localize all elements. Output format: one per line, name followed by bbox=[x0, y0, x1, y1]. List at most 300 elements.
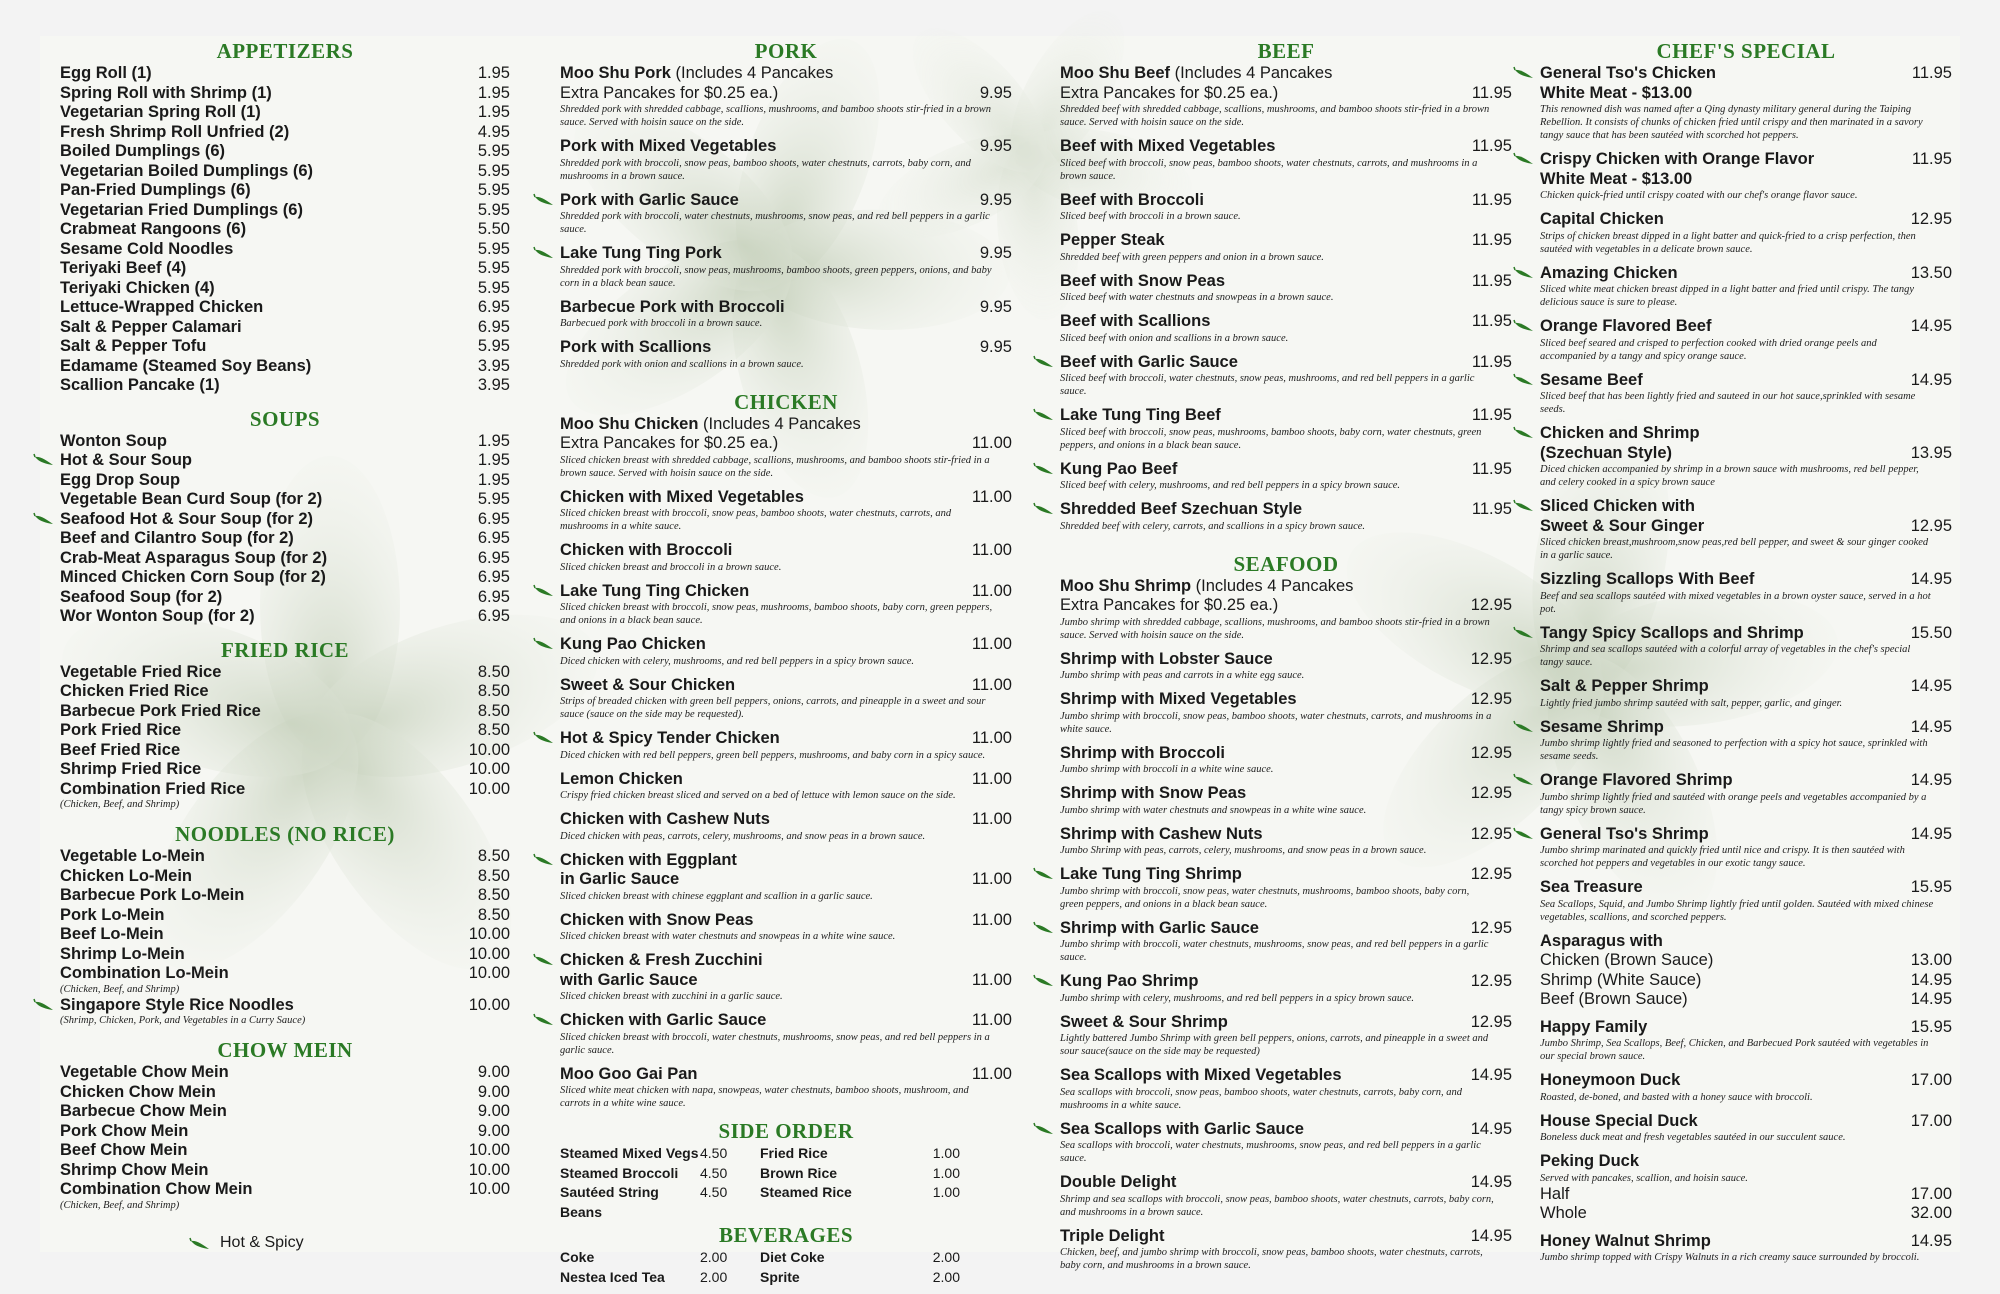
item-description: Strips of chicken breast dipped in a light batter and quick-fried to a crisp perfection, then sautéed with vegetables in a delicate brown sauce. bbox=[1540, 230, 1916, 255]
option-price: 14.95 bbox=[1910, 990, 1952, 1008]
soups-list bbox=[60, 432, 510, 627]
item-name: Beef with Mixed Vegetables bbox=[1060, 137, 1276, 155]
item-description: Jumbo shrimp lightly fried and sautéed with orange peels and vegetables accompanied by a tangy spicy brown sauce. bbox=[1540, 791, 1927, 816]
right-price: 1.00 bbox=[932, 1145, 960, 1161]
item-description: Shredded pork with broccoli, snow peas, mushrooms, bamboo shoots, green peppers, onions, and baby corn in a black bean sauce. bbox=[560, 264, 992, 289]
option-row bbox=[1540, 1185, 1952, 1205]
item-name: Shrimp with Lobster Sauce bbox=[1060, 649, 1273, 668]
option-name: Shrimp (White Sauce) bbox=[1540, 970, 1702, 989]
item-description: Jumbo shrimp marinated and quickly fried until nice and crispy. It is then sautéed with scorched hot peppers and vegetables in our exotic tangy sauce. bbox=[1540, 845, 1905, 869]
item-description: Shredded pork with onion and scallions in a brown sauce. bbox=[560, 358, 804, 370]
item-price: 1.95 bbox=[477, 431, 510, 450]
item-description: Sliced chicken breast,mushroom,snow peas,red bell pepper, and sweet & sour ginger cooked in a garlic sauce. bbox=[1540, 537, 1929, 561]
item-price: 15.95 bbox=[1910, 878, 1952, 896]
item-row bbox=[60, 103, 510, 123]
two-col-row bbox=[560, 1248, 1012, 1268]
right-name: Brown Rice bbox=[760, 1164, 838, 1181]
item-row bbox=[60, 279, 510, 299]
item-price: 10.00 bbox=[468, 1160, 510, 1179]
item-name: Teriyaki Chicken (4) bbox=[60, 278, 215, 297]
right-price: 2.00 bbox=[932, 1268, 960, 1285]
item-name: Vegetable Bean Curd Soup (for 2) bbox=[60, 490, 323, 508]
pepper-icon bbox=[1514, 67, 1534, 79]
menu-item bbox=[60, 1141, 510, 1161]
menu-item bbox=[1060, 1227, 1512, 1273]
item-row bbox=[560, 137, 1012, 157]
item-name: Crab-Meat Asparagus Soup (for 2) bbox=[60, 548, 328, 567]
item-row bbox=[560, 911, 1012, 931]
option-name: Half bbox=[1540, 1184, 1570, 1203]
item-description: Served with pancakes, scallion, and hoisin sauce. bbox=[1540, 1172, 1748, 1184]
menu-item bbox=[60, 1063, 510, 1083]
beef-list bbox=[1060, 64, 1512, 533]
item-row bbox=[60, 886, 510, 906]
pepper-icon bbox=[1514, 374, 1534, 386]
item-name: Boiled Dumplings (6) bbox=[60, 142, 225, 160]
item-name: Tangy Spicy Scallops and Shrimp bbox=[1540, 623, 1804, 642]
item-price: 11.00 bbox=[971, 910, 1012, 929]
item-price: 8.50 bbox=[477, 905, 510, 924]
item-name-note: (Includes 4 Pancakes bbox=[1191, 576, 1354, 595]
item-name: Chicken Chow Mein bbox=[60, 1082, 216, 1101]
item-name: Shrimp with Garlic Sauce bbox=[1060, 918, 1259, 937]
item-price: 11.00 bbox=[971, 675, 1012, 694]
item-price: 8.50 bbox=[477, 886, 510, 904]
item-price: 14.95 bbox=[1910, 771, 1952, 789]
item-row-2 bbox=[1540, 444, 1952, 464]
item-row bbox=[60, 867, 510, 887]
menu-sheet bbox=[40, 36, 1960, 1285]
menu-item bbox=[1540, 624, 1952, 670]
menu-item bbox=[1540, 64, 1952, 142]
item-name: Lemon Chicken bbox=[560, 769, 683, 788]
item-price: 10.00 bbox=[468, 964, 510, 982]
pepper-icon bbox=[1514, 500, 1534, 512]
menu-item bbox=[1060, 231, 1512, 264]
option-name: Chicken (Brown Sauce) bbox=[1540, 951, 1714, 969]
menu-item bbox=[1060, 312, 1512, 345]
item-price: 11.00 bbox=[971, 810, 1012, 828]
item-price: 12.95 bbox=[1470, 824, 1512, 843]
item-price: 12.95 bbox=[1470, 649, 1512, 668]
item-name: Scallion Pancake (1) bbox=[60, 376, 220, 394]
item-price: 11.95 bbox=[1911, 64, 1952, 82]
pepper-icon bbox=[1034, 356, 1054, 368]
section-title-chicken: CHICKEN bbox=[734, 389, 838, 414]
section-title-beverages: BEVERAGES bbox=[718, 1223, 854, 1247]
item-row bbox=[60, 702, 510, 722]
item-price: 6.95 bbox=[477, 509, 510, 528]
item-name: Double Delight bbox=[1060, 1173, 1177, 1191]
item-description: Sea scallops with broccoli, water chestnuts, mushrooms, snow peas, and red bell peppers in a garlic sauce. bbox=[1060, 1140, 1481, 1164]
menu-item bbox=[60, 103, 510, 123]
legend-label: Hot & Spicy bbox=[220, 1233, 304, 1251]
item-name: Kung Pao Shrimp bbox=[1060, 972, 1199, 990]
item-row bbox=[60, 64, 510, 84]
item-row bbox=[60, 123, 510, 143]
item-name: Egg Roll (1) bbox=[60, 64, 152, 82]
item-row bbox=[60, 84, 510, 104]
noodles-list bbox=[60, 847, 510, 1027]
item-name: Beef with Snow Peas bbox=[1060, 271, 1226, 290]
item-price: 9.95 bbox=[979, 297, 1012, 316]
menu-item bbox=[560, 298, 1012, 331]
item-description: Diced chicken with celery, mushrooms, and red bell peppers in a spicy brown sauce. bbox=[560, 655, 915, 667]
item-name-line2: Extra Pancakes for $0.25 ea.) bbox=[1060, 596, 1279, 614]
right-name: Steamed Rice bbox=[760, 1184, 852, 1200]
menu-item bbox=[560, 810, 1012, 843]
pepper-icon bbox=[34, 513, 54, 525]
section-title-pork: PORK bbox=[754, 39, 818, 63]
item-name: Moo Shu Pork bbox=[560, 64, 671, 82]
left-name: Steamed Mixed Vegs bbox=[560, 1145, 699, 1161]
menu-item bbox=[60, 142, 510, 162]
item-price: 9.00 bbox=[477, 1082, 510, 1101]
item-name-note: (Includes 4 Pancakes bbox=[1170, 64, 1333, 82]
item-note: (Shrimp, Chicken, Pork, and Vegetables in a Curry Sauce) bbox=[60, 1015, 306, 1026]
menu-item bbox=[60, 1122, 510, 1142]
item-name: Barbecue Pork Lo-Mein bbox=[60, 886, 245, 904]
item-name-line2: White Meat - $13.00 bbox=[1540, 169, 1693, 188]
option-price: 14.95 bbox=[1910, 970, 1952, 989]
item-description: Shrimp and sea scallops sautéed with a colorful array of vegetables in the chef's special tangy sauce. bbox=[1540, 644, 1911, 668]
item-row bbox=[60, 964, 510, 984]
item-name: Hot & Sour Soup bbox=[60, 451, 192, 469]
item-row bbox=[60, 682, 510, 702]
menu-item bbox=[1540, 371, 1952, 417]
item-price: 11.95 bbox=[1471, 190, 1512, 209]
menu-item bbox=[60, 886, 510, 906]
item-price: 12.95 bbox=[1470, 784, 1512, 802]
item-row bbox=[60, 996, 510, 1016]
item-name: Combination Lo-Mein bbox=[60, 964, 229, 982]
item-row bbox=[1060, 231, 1512, 251]
pepper-icon bbox=[1514, 721, 1534, 733]
item-price: 9.95 bbox=[979, 338, 1012, 356]
item-price: 11.95 bbox=[1911, 150, 1952, 168]
item-price: 14.95 bbox=[1470, 1066, 1512, 1084]
item-price: 11.95 bbox=[1471, 312, 1512, 330]
item-price: 12.95 bbox=[1470, 865, 1512, 883]
column-2 bbox=[560, 38, 1012, 1287]
item-row bbox=[560, 951, 1012, 971]
item-name: Sea Treasure bbox=[1540, 878, 1643, 896]
right-price: 1.00 bbox=[932, 1164, 960, 1181]
item-row bbox=[1540, 371, 1952, 391]
item-price: 1.95 bbox=[477, 451, 510, 469]
item-name-line2: Sweet & Sour Ginger bbox=[1540, 516, 1705, 535]
menu-item bbox=[60, 123, 510, 143]
item-name: Orange Flavored Shrimp bbox=[1540, 771, 1733, 789]
item-price: 9.95 bbox=[979, 190, 1012, 209]
item-name: Shrimp Lo-Mein bbox=[60, 944, 185, 963]
item-description: Sliced beef that has been lightly fried and sauteed in our hot sauce,sprinkled with sesame seeds. bbox=[1540, 391, 1916, 415]
item-row bbox=[1540, 624, 1952, 644]
menu-item bbox=[1060, 690, 1512, 736]
pepper-icon bbox=[1034, 409, 1054, 421]
item-description: Jumbo shrimp with broccoli, snow peas, water chestnuts, mushrooms, bamboo shoots, baby corn, green peppers, and onions in a black bean sauce. bbox=[1060, 885, 1470, 910]
item-row bbox=[1540, 1018, 1952, 1038]
item-name: House Special Duck bbox=[1540, 1111, 1698, 1130]
menu-item bbox=[60, 529, 510, 549]
item-description: Jumbo shrimp with broccoli, snow peas, bamboo shoots, water chestnuts, carrots, and mushrooms in a white sauce. bbox=[1060, 710, 1492, 735]
item-price: 12.95 bbox=[1470, 1012, 1512, 1031]
item-price: 6.95 bbox=[477, 587, 510, 606]
item-description: Jumbo shrimp with peas and carrots in a white egg sauce. bbox=[1060, 670, 1305, 681]
menu-item bbox=[60, 760, 510, 780]
item-name: Chicken with Broccoli bbox=[560, 541, 733, 559]
item-name: Pork Fried Rice bbox=[60, 721, 182, 739]
item-name: Chicken Fried Rice bbox=[60, 682, 209, 700]
item-price: 13.50 bbox=[1910, 263, 1952, 282]
item-price: 14.95 bbox=[1910, 677, 1952, 695]
item-name: Beef and Cilantro Soup (for 2) bbox=[60, 529, 294, 547]
item-description: Sliced beef with broccoli in a brown sauce. bbox=[1060, 211, 1241, 222]
section-title-side-order: SIDE ORDER bbox=[718, 1119, 854, 1143]
item-row bbox=[560, 810, 1012, 830]
item-row bbox=[1060, 64, 1512, 84]
item-price: 11.95 bbox=[1471, 459, 1512, 478]
item-name: Chicken with Cashew Nuts bbox=[560, 810, 770, 828]
menu-item bbox=[60, 1083, 510, 1103]
item-name: Shredded Beef Szechuan Style bbox=[1060, 500, 1303, 518]
menu-item bbox=[1060, 1066, 1512, 1112]
option-row bbox=[1540, 990, 1952, 1010]
item-name: Crabmeat Rangoons (6) bbox=[60, 220, 247, 238]
item-price: 1.95 bbox=[477, 64, 510, 82]
item-row-2 bbox=[560, 434, 1012, 454]
fried-rice-list bbox=[60, 663, 510, 812]
item-price: 8.50 bbox=[477, 847, 510, 865]
item-description: Shrimp and sea scallops with broccoli, snow peas, bamboo shoots, water chestnuts, carrots, baby corn, and mushrooms in a brown sauce. bbox=[1060, 1193, 1494, 1218]
item-price: 14.95 bbox=[1910, 717, 1952, 736]
pepper-icon bbox=[1514, 267, 1534, 279]
item-row bbox=[1540, 317, 1952, 337]
item-row bbox=[560, 582, 1012, 602]
item-name: Shrimp Fried Rice bbox=[60, 760, 202, 778]
item-price: 12.95 bbox=[1470, 690, 1512, 708]
item-description: Jumbo shrimp topped with Crispy Walnuts in a rich creamy sauce surrounded by broccoli. bbox=[1540, 1252, 1920, 1263]
item-row bbox=[60, 925, 510, 945]
item-name: Kung Pao Chicken bbox=[560, 635, 706, 653]
item-row bbox=[1540, 210, 1952, 230]
menu-item bbox=[1060, 272, 1512, 305]
item-price: 11.95 bbox=[1471, 137, 1512, 155]
item-price: 14.95 bbox=[1910, 1231, 1952, 1250]
item-price: 12.95 bbox=[1470, 743, 1512, 762]
item-row bbox=[1540, 150, 1952, 170]
item-row bbox=[1540, 264, 1952, 284]
menu-item bbox=[1060, 1120, 1512, 1166]
pepper-icon bbox=[1514, 828, 1534, 840]
item-description: Roasted, de-boned, and basted with a honey sauce with broccoli. bbox=[1540, 1091, 1813, 1103]
item-price: 11.95 bbox=[1471, 83, 1512, 102]
menu-item bbox=[560, 137, 1012, 183]
item-row bbox=[60, 259, 510, 279]
menu-item bbox=[60, 279, 510, 299]
asparagus-item bbox=[1540, 932, 1952, 1010]
menu-item bbox=[1540, 677, 1952, 710]
item-price: 10.00 bbox=[468, 995, 510, 1014]
item-row bbox=[60, 1161, 510, 1181]
item-row bbox=[560, 729, 1012, 749]
item-price: 11.00 bbox=[971, 1011, 1012, 1029]
item-price: 11.00 bbox=[971, 487, 1012, 506]
item-row bbox=[560, 635, 1012, 655]
section-title-chow-mein: CHOW MEIN bbox=[217, 1038, 353, 1062]
item-price: 10.00 bbox=[468, 779, 510, 798]
item-row bbox=[560, 488, 1012, 508]
menu-item bbox=[560, 244, 1012, 290]
item-row bbox=[1060, 784, 1512, 804]
item-name: Teriyaki Beef (4) bbox=[60, 259, 187, 277]
item-description: Jumbo Shrimp, Sea Scallops, Beef, Chicken, and Barbecued Pork sautéed with vegetables in our special brown sauce. bbox=[1540, 1038, 1929, 1062]
menu-item bbox=[560, 729, 1012, 762]
item-name: Chicken Lo-Mein bbox=[60, 866, 193, 885]
column-3 bbox=[1060, 38, 1512, 1280]
item-name: Sesame Cold Noodles bbox=[60, 239, 234, 258]
item-name: Minced Chicken Corn Soup (for 2) bbox=[60, 568, 326, 586]
item-row bbox=[60, 906, 510, 926]
item-name-note: (Includes 4 Pancakes bbox=[698, 414, 861, 433]
item-name: Vegetable Chow Mein bbox=[60, 1063, 229, 1081]
menu-item bbox=[1060, 744, 1512, 777]
right-name: Diet Coke bbox=[760, 1249, 825, 1265]
item-row bbox=[60, 945, 510, 965]
item-price: 12.95 bbox=[1470, 972, 1512, 990]
item-price: 6.95 bbox=[477, 298, 510, 316]
item-row bbox=[1060, 312, 1512, 332]
chow-mein-list bbox=[60, 1063, 510, 1212]
menu-item bbox=[60, 240, 510, 260]
item-description: Shredded pork with broccoli, snow peas, bamboo shoots, water chestnuts, carrots, baby corn, and mushrooms in a brown sauce. bbox=[560, 157, 971, 182]
item-name: Beef with Garlic Sauce bbox=[1060, 352, 1238, 371]
item-row bbox=[560, 415, 1012, 435]
item-description: Sliced chicken breast with broccoli, snow peas, bamboo shoots, water chestnuts, carrots, and mushrooms in a white sauce. bbox=[560, 508, 952, 532]
menu-item bbox=[560, 951, 1012, 1003]
right-price: 2.00 bbox=[932, 1249, 960, 1265]
item-row bbox=[60, 318, 510, 338]
beverages-list bbox=[560, 1248, 1012, 1287]
pepper-icon bbox=[534, 247, 554, 259]
menu-item bbox=[60, 1180, 510, 1212]
item-row bbox=[1060, 500, 1512, 520]
item-name: Beef Lo-Mein bbox=[60, 925, 164, 943]
item-row bbox=[60, 490, 510, 510]
item-name: Chicken with Snow Peas bbox=[560, 910, 754, 929]
menu-item bbox=[1540, 718, 1952, 764]
item-row bbox=[1060, 1120, 1512, 1140]
menu-item bbox=[60, 925, 510, 945]
item-name: Egg Drop Soup bbox=[60, 470, 181, 489]
menu-item bbox=[60, 432, 510, 452]
item-row bbox=[560, 298, 1012, 318]
item-row bbox=[1060, 690, 1512, 710]
item-price: 6.95 bbox=[477, 548, 510, 567]
item-name: Sesame Shrimp bbox=[1540, 717, 1664, 736]
item-price: 14.95 bbox=[1910, 570, 1952, 588]
option-row bbox=[1540, 951, 1952, 971]
menu-item bbox=[1060, 406, 1512, 452]
item-name: Pork with Garlic Sauce bbox=[560, 190, 739, 209]
menu-item bbox=[60, 1161, 510, 1181]
menu-item bbox=[60, 568, 510, 588]
item-description: Strips of breaded chicken with green bell peppers, onions, carrots, and pineapple in a sweet and sour sauce (sauce on the side may be requested). bbox=[560, 696, 986, 720]
item-price: 10.00 bbox=[468, 1180, 510, 1198]
item-row-2 bbox=[560, 870, 1012, 890]
pepper-icon bbox=[534, 194, 554, 206]
item-name: Spring Roll with Shrimp (1) bbox=[60, 83, 272, 102]
item-row-2 bbox=[560, 84, 1012, 104]
section-title-soups: SOUPS bbox=[249, 406, 321, 431]
menu-item bbox=[60, 964, 510, 996]
menu-item bbox=[560, 676, 1012, 722]
pepper-icon bbox=[34, 454, 54, 466]
item-row bbox=[60, 376, 510, 396]
item-row bbox=[60, 721, 510, 741]
menu-item bbox=[60, 471, 510, 491]
item-name: Chicken and Shrimp bbox=[1540, 424, 1700, 442]
left-name: Coke bbox=[560, 1249, 595, 1265]
menu-item bbox=[60, 588, 510, 608]
item-description: Jumbo shrimp with water chestnuts and snowpeas in a white wine sauce. bbox=[1060, 804, 1367, 816]
pepper-icon bbox=[534, 585, 554, 597]
menu-item bbox=[560, 191, 1012, 237]
item-name: Sea Scallops with Garlic Sauce bbox=[1060, 1119, 1304, 1138]
item-row bbox=[60, 142, 510, 162]
item-name: Pork with Scallions bbox=[560, 338, 712, 356]
item-description: Shredded beef with green peppers and onion in a brown sauce. bbox=[1060, 251, 1324, 263]
item-name: Pork with Mixed Vegetables bbox=[560, 137, 777, 155]
menu-item bbox=[60, 318, 510, 338]
menu-item bbox=[60, 451, 510, 471]
item-description: Sliced beef with broccoli, snow peas, mushrooms, bamboo shoots, baby corn, water chestnuts, green peppers, and onions in a black bean sauce. bbox=[1060, 426, 1482, 451]
item-price: 11.00 bbox=[971, 769, 1012, 788]
option-row bbox=[1540, 971, 1952, 991]
menu-item bbox=[60, 945, 510, 965]
item-name: Honey Walnut Shrimp bbox=[1540, 1231, 1711, 1250]
chefs-special-list-3 bbox=[1540, 1232, 1952, 1265]
item-name: Lettuce-Wrapped Chicken bbox=[60, 298, 264, 316]
item-description: Diced chicken accompanied by shrimp in a brown sauce with mushrooms, red bell pepper, and celery cooked in a spicy brown sauce bbox=[1540, 464, 1919, 488]
menu-item bbox=[560, 1065, 1012, 1111]
item-row bbox=[60, 1102, 510, 1122]
item-row bbox=[60, 760, 510, 780]
menu-item bbox=[1060, 919, 1512, 965]
item-price: 5.95 bbox=[477, 200, 510, 219]
item-price: 5.95 bbox=[477, 337, 510, 355]
item-name: Barbecue Pork Fried Rice bbox=[60, 701, 261, 720]
pepper-icon bbox=[1034, 1123, 1054, 1135]
two-col-row bbox=[560, 1144, 1012, 1164]
item-row bbox=[1060, 1066, 1512, 1086]
item-row bbox=[60, 337, 510, 357]
item-price: 12.95 bbox=[1910, 210, 1952, 228]
item-row bbox=[560, 851, 1012, 871]
item-note: (Chicken, Beef, and Shrimp) bbox=[60, 983, 180, 995]
item-name: Happy Family bbox=[1540, 1017, 1648, 1036]
item-name: Pork Chow Mein bbox=[60, 1121, 189, 1140]
menu-item bbox=[560, 911, 1012, 944]
item-row-2 bbox=[1060, 84, 1512, 104]
item-name: Sesame Beef bbox=[1540, 370, 1643, 389]
pepper-icon bbox=[1514, 627, 1534, 639]
item-name: Moo Shu Beef bbox=[1060, 64, 1170, 82]
item-description: Jumbo shrimp with broccoli in a white wine sauce. bbox=[1060, 764, 1274, 775]
menu-item bbox=[560, 770, 1012, 803]
item-price: 5.95 bbox=[477, 278, 510, 297]
item-name: General Tso's Chicken bbox=[1540, 64, 1717, 82]
